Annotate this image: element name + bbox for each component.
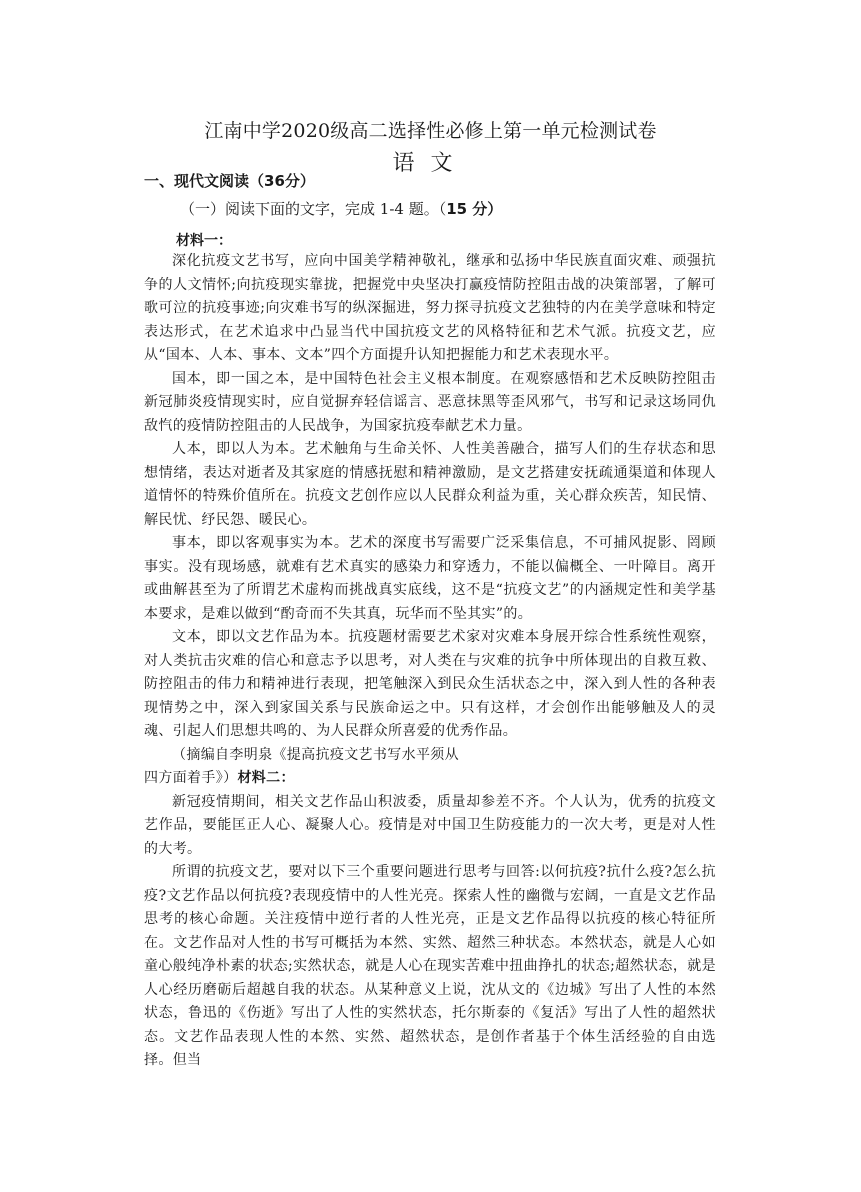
material-1-paragraph: 深化抗疫文艺书写，应向中国美学精神敬礼，继承和弘扬中华民族直面灾难、顽强抗争的人文情怀;向抗疫现实靠拢，把握党中央坚决打赢疫情防控阻击战的决策部署，了解可歌可泣的抗疫事迹;向灾难书写的纵深掘进，努力探寻抗疫文艺独特的内在美学意味和特定表达形式，在艺术追求中凸显当代中国抗疫文艺的风格特征和艺术气派。抗疫文艺，应从“国本、人本、事本、文本”四个方面提升认知把握能力和艺术表现水平。 [144,253,716,363]
subsection-points: 15 分） [446,200,503,218]
material-1-body [144,250,716,1073]
material-1-source-continued [144,767,716,791]
exam-title: 江南中学2020级高二选择性必修上第一单元检测试卷 [204,120,657,142]
subsection-text: （一）阅读下面的文字，完成 1-4 题。（ [180,200,447,218]
material-2-paragraph: 新冠疫情期间，相关文艺作品山积波委，质量却参差不齐。个人认为，优秀的抗疫文艺作品，要能匡正人心、凝聚人心。疫情是对中国卫生防疫能力的一次大考，更是对人性的大考。 [144,793,716,857]
material-1-paragraph: 人本，即以人为本。艺术触角与生命关怀、人性美善融合，描写人们的生存状态和思想情绪，表达对逝者及其家庭的情感抚慰和精神激励，是文艺搭建安抚疏通渠道和体现人道情怀的特殊价值所在。抗疫文艺创作应以人民群众利益为重，关心群众疾苦，知民情、解民忧、纾民怨、暖民心。 [144,441,716,528]
material-1-paragraph: 事本，即以客观事实为本。艺术的深度书写需要广泛采集信息，不可捕风捉影、罔顾事实。没有现场感，就难有艺术真实的感染力和穿透力，不能以偏概全、一叶障目。离开或曲解甚至为了所谓艺术虚构而挑战真实底线，这不是“抗疫文艺”的内涵规定性和美学基本要求，是难以做到“酌奇而不失其真，玩华而不坠其实”的。 [144,535,716,622]
material-1-paragraph: 国本，即一国之本，是中国特色社会主义根本制度。在观察感悟和艺术反映防控阻击新冠肺炎疫情现实时，应自觉摒弃轻信谣言、恶意抹黑等歪风邪气，书写和记录这场同仇敌忾的疫情防控阻击的人民战争，为国家抗疫奉献艺术力量。 [144,370,716,434]
material-1-label: 材料一： [176,233,232,249]
section-heading: 一、现代文阅读（36分） [144,172,315,190]
material-2-paragraph: 所谓的抗疫文艺，要对以下三个重要问题进行思考与回答:以何抗疫?抗什么疫?怎么抗疫?文艺作品以何抗疫?表现疫情中的人性光亮。探索人性的幽微与宏阔，一直是文艺作品思考的核心命题。关注疫情中逆行者的人性光亮，正是文艺作品得以抗疫的核心特征所在。文艺作品对人性的书写可概括为本然、实然、超然三种状态。本然状态，就是人心如童心般纯净朴素的状态;实然状态，就是人心在现实苦难中扭曲挣扎的状态;超然状态，就是人心经历磨砺后超越自我的状态。从某种意义上说，沈从文的《边城》写出了人性的本然状态，鲁迅的《伤逝》写出了人性的实然状态，托尔斯泰的《复活》写出了人性的超然状态。文艺作品表现人性的本然、实然、超然状态，是创作者基于个体生活经验的自由选择。但当 [144,864,716,1068]
subsection-instruction [180,198,502,219]
material-2-label: 材料二： [237,770,295,786]
subject-title: 语文 [392,151,469,176]
material-1-source-end: 四方面着手》） [144,770,238,786]
material-1-source: （摘编自李明泉《提高抗疫文艺书写水平须从 [172,746,459,763]
material-1-paragraph: 文本，即以文艺作品为本。抗疫题材需要艺术家对灾难本身展开综合性系统性观察，对人类抗击灾难的信心和意志予以思考，对人类在与灾难的抗争中所体现出的自救互救、防控阻击的伟力和精神进行表现，把笔触深入到民众生活状态之中，深入到人性的各种表现情势之中，深入到家国关系与民族命运之中。只有这样，才会创作出能够触及人的灵魂、引起人们思想共鸣的、为人民群众所喜爱的优秀作品。 [144,629,716,739]
